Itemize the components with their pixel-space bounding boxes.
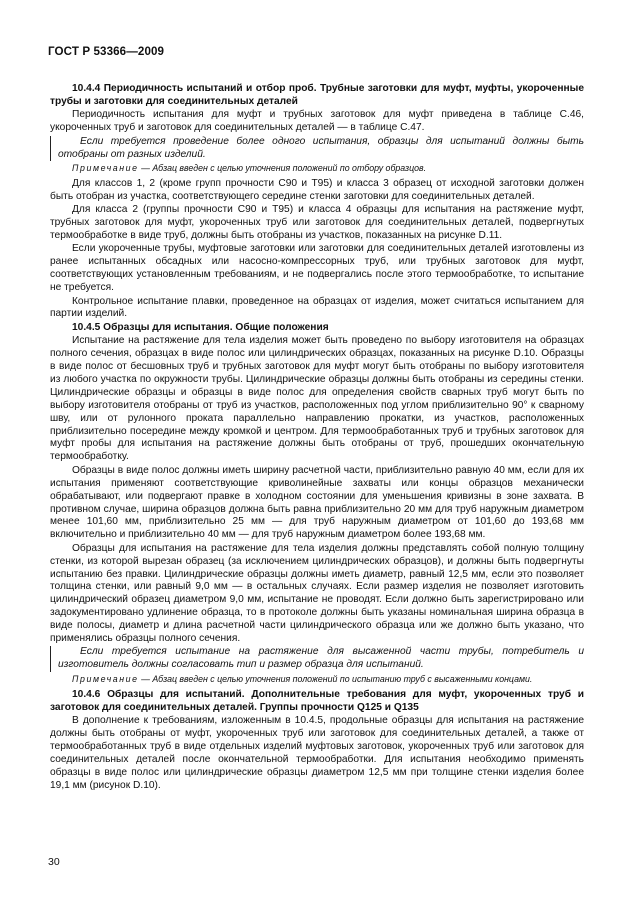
document-body: [50, 83, 584, 793]
paragraph: Для классов 1, 2 (кроме групп прочности С90 и Т95) и класса 3 образец от исходной заготовки должен быть отобран из участка, соответствующего середине стенки заготовки для соединительных деталей.: [50, 177, 584, 202]
paragraph: Испытание на растяжение для тела изделия может быть проведено по выбору изготовителя на образцах полного сечения, образцах в виде полос или цилиндрических образцах, показанных на рисунке D.10. Образцы в виде полос от бесшовных труб и трубных заготовок для муфт могут быть отобраны по выбору изготовителя из любого участка по окружности трубы. Цилиндрические образцы должны быть отобраны из середины стенки. Цилиндрические образцы и образцы в виде полос для определения свойств сварных труб могут быть по выбору изготовителя отобраны от труб из участков, расположенных под углом приблизительно 90° к сварному шву, или от рулонного проката параллельно направлению прокатки, из участков, расположенных приблизительно посередине между кромкой и центром. Для термообработанных труб и трубных заготовок для муфт пробы для испытания на растяжение должны быть отобраны от труб, прошедших окончательную термообработку.: [50, 335, 584, 463]
section-heading-10-4-6: 10.4.6 Образцы для испытаний. Дополнительные требования для муфт, укороченных труб и заготовок для соединительных деталей. Группы прочности Q125 и Q135: [50, 688, 584, 713]
paragraph: В дополнение к требованиям, изложенным в 10.4.5, продольные образцы для испытания на растяжение должны быть отобраны от муфт, укороченных труб или заготовок для соединительных деталей, а также от термообработанных труб в виде отдельных изделий муфтовых заготовок, укороченных труб или заготовок для соединительных деталей после окончательной термообработки. Для испытания необходимо применять образцы в виде полос или цилиндрические образцы диаметром 12,5 мм при толщине стенки изделия более 19,1 мм (рисунок D.10).: [50, 715, 584, 791]
paragraph: Если укороченные трубы, муфтовые заготовки или заготовки для соединительных деталей изготовлены из ранее испытанных обсадных или насосно-компрессорных труб, или трубных заготовок для муфт, соответствующих установленным требованиям, и не подвергались после этого термообработке, то испытание не требуется.: [50, 243, 584, 294]
paragraph: Образцы в виде полос должны иметь ширину расчетной части, приблизительно равную 40 мм, если для их испытания применяют соответствующие криволинейные захваты или концы образцов механически обрабатывают, или подвергают правке в холодном состоянии для уменьшения кривизны в зоне захвата. В противном случае, ширина образцов должна быть равна приблизительно 20 мм для труб наружным диаметром менее 101,60 мм, приблизительно 25 мм — для труб наружным диаметром от 101,60 до 193,68 мм включительно и приблизительно 40 мм — для труб наружным диаметром более 193,68 мм.: [50, 464, 584, 541]
paragraph-italic-change: Если требуется испытание на растяжение для высаженной части трубы, потребитель и изготовитель должны согласовать тип и размер образца для испытаний.: [50, 646, 584, 672]
note-text: — Абзац введен с целью уточнения положений по испытанию труб с высаженными концами.: [138, 674, 533, 685]
note-label: Примечание: [72, 674, 139, 685]
paragraph: Контрольное испытание плавки, проведенное на образцах от изделия, может считаться испытанием для партии изделий.: [50, 295, 584, 320]
paragraph: Для класса 2 (группы прочности С90 и Т95) и класса 4 образцы для испытания на растяжение муфт, трубных заготовок для муфт, укороченных труб или заготовок для соединительных деталей, подвергнутых термообработке в виде труб, должны быть отобраны из участков, показанных на рисунке D.11.: [50, 204, 584, 241]
note: [50, 674, 584, 685]
note-text: — Абзац введен с целью уточнения положений по отбору образцов.: [138, 163, 427, 174]
paragraph: Образцы для испытания на растяжение для тела изделия должны представлять собой полную толщину стенки, из которой вырезан образец (за исключением цилиндрических образцов), и должны быть подвергнуты испытанию без правки. Цилиндрические образцы должны иметь диаметр, равный 12,5 мм, если это позволяет толщина стенки, или равный 9,0 мм — в остальных случаях. Если размер изделия не позволяет изготовить цилиндрический образец диаметром 9,0 мм, испытание не проводят. Если должно быть зарегистрировано или задокументировано удлинение образца, то в протоколе должны быть указаны номинальная ширина образца в виде полосы, диаметр и длина расчетной части цилиндрического образца или же должно быть указано, что применялись образцы полного сечения.: [50, 542, 584, 645]
section-heading-10-4-4: 10.4.4 Периодичность испытаний и отбор проб. Трубные заготовки для муфт, муфты, укороченные трубы и заготовки для соединительных деталей: [50, 83, 584, 107]
paragraph-italic-change: Если требуется проведение более одного испытания, образцы для испытаний должны быть отобраны от разных изделий.: [50, 136, 584, 162]
paragraph: Периодичность испытания для муфт и трубных заготовок для муфт приведена в таблице С.46, укороченных труб и заготовок для соединительных деталей — в таблице С.47.: [50, 109, 584, 134]
page-number: 30: [48, 856, 60, 868]
note: [50, 163, 584, 174]
section-heading-10-4-5: 10.4.5 Образцы для испытания. Общие положения: [72, 321, 329, 333]
document-header: ГОСТ Р 53366—2009: [48, 45, 165, 58]
note-label: Примечание: [72, 163, 139, 174]
